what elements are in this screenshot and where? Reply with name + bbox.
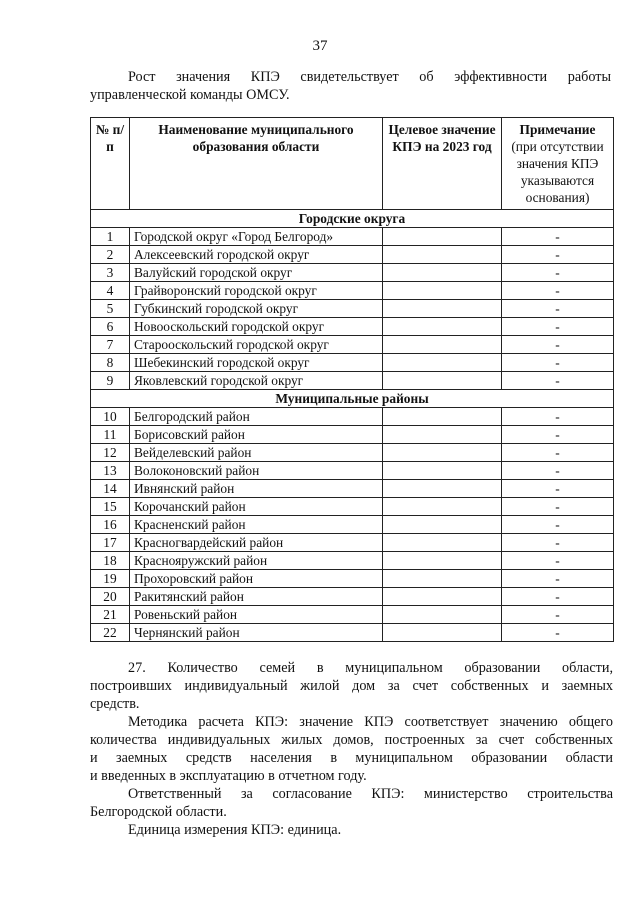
row-note: - xyxy=(502,606,614,624)
row-name: Алексеевский городской округ xyxy=(130,246,383,264)
row-note: - xyxy=(502,318,614,336)
method-line-3: и заемных средств населения в муниципальном образовании области xyxy=(90,750,613,766)
method-line-4: и введенных в эксплуатацию в отчетном году. xyxy=(90,768,367,784)
method-line-1: Методика расчета КПЭ: значение КПЭ соответствует значению общего xyxy=(128,714,613,730)
row-target-value xyxy=(383,354,502,372)
row-number: 16 xyxy=(91,516,130,534)
row-number: 19 xyxy=(91,570,130,588)
row-target-value xyxy=(383,336,502,354)
row-target-value xyxy=(383,588,502,606)
row-name: Корочанский район xyxy=(130,498,383,516)
item27-title-line-1: 27. Количество семей в муниципальном образовании области, xyxy=(128,660,613,676)
table-row xyxy=(91,282,614,300)
row-note: - xyxy=(502,444,614,462)
row-number: 9 xyxy=(91,372,130,390)
row-name: Красненский район xyxy=(130,516,383,534)
row-target-value xyxy=(383,426,502,444)
row-name: Новооскольский городской округ xyxy=(130,318,383,336)
row-name: Ракитянский район xyxy=(130,588,383,606)
row-number: 17 xyxy=(91,534,130,552)
row-target-value xyxy=(383,282,502,300)
row-name: Губкинский городской округ xyxy=(130,300,383,318)
table-row xyxy=(91,480,614,498)
row-note: - xyxy=(502,534,614,552)
row-target-value xyxy=(383,444,502,462)
table-row xyxy=(91,498,614,516)
row-target-value xyxy=(383,606,502,624)
row-name: Шебекинский городской округ xyxy=(130,354,383,372)
unit-line: Единица измерения КПЭ: единица. xyxy=(128,822,342,838)
row-number: 6 xyxy=(91,318,130,336)
row-name: Волоконовский район xyxy=(130,462,383,480)
row-note: - xyxy=(502,246,614,264)
row-target-value xyxy=(383,462,502,480)
row-target-value xyxy=(383,570,502,588)
row-target-value xyxy=(383,264,502,282)
section-title: Городские округа xyxy=(91,210,614,228)
table-row xyxy=(91,588,614,606)
row-note: - xyxy=(502,552,614,570)
section-row xyxy=(91,390,614,408)
item27-title-line-3: средств. xyxy=(90,696,140,712)
row-target-value xyxy=(383,534,502,552)
table-row xyxy=(91,246,614,264)
row-note: - xyxy=(502,228,614,246)
row-name: Грайворонский городской округ xyxy=(130,282,383,300)
row-name: Ровеньский район xyxy=(130,606,383,624)
row-target-value xyxy=(383,246,502,264)
row-number: 14 xyxy=(91,480,130,498)
row-number: 8 xyxy=(91,354,130,372)
row-name: Яковлевский городской округ xyxy=(130,372,383,390)
row-name: Прохоровский район xyxy=(130,570,383,588)
row-target-value xyxy=(383,480,502,498)
header-num: № п/п xyxy=(91,118,130,210)
table-row xyxy=(91,552,614,570)
row-name: Валуйский городской округ xyxy=(130,264,383,282)
table-header-row xyxy=(91,118,614,210)
table-row xyxy=(91,624,614,642)
row-note: - xyxy=(502,498,614,516)
intro-line-1: Рост значения КПЭ свидетельствует об эффективности работы xyxy=(128,69,611,85)
table-row xyxy=(91,354,614,372)
row-number: 5 xyxy=(91,300,130,318)
section-row xyxy=(91,210,614,228)
header-target: Целевое значение КПЭ на 2023 год xyxy=(383,118,502,210)
row-note: - xyxy=(502,336,614,354)
page-number: 37 xyxy=(312,38,328,54)
row-number: 7 xyxy=(91,336,130,354)
table-row xyxy=(91,372,614,390)
row-note: - xyxy=(502,462,614,480)
row-target-value xyxy=(383,300,502,318)
responsible-line-1: Ответственный за согласование КПЭ: министерство строительства xyxy=(128,786,613,802)
row-target-value xyxy=(383,408,502,426)
row-name: Борисовский район xyxy=(130,426,383,444)
row-name: Старооскольский городской округ xyxy=(130,336,383,354)
row-name: Краснояружский район xyxy=(130,552,383,570)
table-row xyxy=(91,606,614,624)
row-name: Чернянский район xyxy=(130,624,383,642)
row-number: 20 xyxy=(91,588,130,606)
table-row xyxy=(91,426,614,444)
row-note: - xyxy=(502,588,614,606)
row-target-value xyxy=(383,498,502,516)
row-note: - xyxy=(502,300,614,318)
item27-title-line-2: построивших индивидуальный жилой дом за счет собственных и заемных xyxy=(90,678,613,694)
header-note-subtitle: (при отсутствии значения КПЭ указываются основания) xyxy=(511,139,604,205)
method-line-2: количества индивидуальных жилых домов, построенных за счет собственных xyxy=(90,732,613,748)
row-name: Белгородский район xyxy=(130,408,383,426)
table-row xyxy=(91,318,614,336)
intro-line-2: управленческой команды ОМСУ. xyxy=(90,87,290,103)
row-note: - xyxy=(502,426,614,444)
responsible-line-2: Белгородской области. xyxy=(90,804,227,820)
row-note: - xyxy=(502,408,614,426)
row-name: Городской округ «Город Белгород» xyxy=(130,228,383,246)
row-number: 10 xyxy=(91,408,130,426)
row-target-value xyxy=(383,552,502,570)
header-note-title: Примечание xyxy=(519,122,596,137)
row-note: - xyxy=(502,264,614,282)
table-row xyxy=(91,408,614,426)
kpe-table xyxy=(90,117,614,642)
table-row xyxy=(91,444,614,462)
header-name: Наименование муниципального образования области xyxy=(130,118,383,210)
row-number: 21 xyxy=(91,606,130,624)
row-target-value xyxy=(383,624,502,642)
table-row xyxy=(91,336,614,354)
table-row xyxy=(91,570,614,588)
row-target-value xyxy=(383,318,502,336)
row-note: - xyxy=(502,372,614,390)
table-row xyxy=(91,516,614,534)
row-name: Красногвардейский район xyxy=(130,534,383,552)
row-number: 22 xyxy=(91,624,130,642)
row-number: 4 xyxy=(91,282,130,300)
row-note: - xyxy=(502,570,614,588)
row-note: - xyxy=(502,516,614,534)
header-note xyxy=(502,118,614,210)
table-row xyxy=(91,534,614,552)
row-number: 18 xyxy=(91,552,130,570)
row-number: 12 xyxy=(91,444,130,462)
row-note: - xyxy=(502,354,614,372)
row-number: 11 xyxy=(91,426,130,444)
row-number: 13 xyxy=(91,462,130,480)
row-number: 15 xyxy=(91,498,130,516)
row-name: Вейделевский район xyxy=(130,444,383,462)
row-number: 1 xyxy=(91,228,130,246)
row-target-value xyxy=(383,516,502,534)
table-row xyxy=(91,300,614,318)
row-number: 3 xyxy=(91,264,130,282)
row-target-value xyxy=(383,372,502,390)
row-note: - xyxy=(502,624,614,642)
table-row xyxy=(91,228,614,246)
row-note: - xyxy=(502,282,614,300)
row-note: - xyxy=(502,480,614,498)
section-title: Муниципальные районы xyxy=(91,390,614,408)
row-name: Ивнянский район xyxy=(130,480,383,498)
row-number: 2 xyxy=(91,246,130,264)
table-body xyxy=(91,210,614,642)
row-target-value xyxy=(383,228,502,246)
table-row xyxy=(91,462,614,480)
table-row xyxy=(91,264,614,282)
